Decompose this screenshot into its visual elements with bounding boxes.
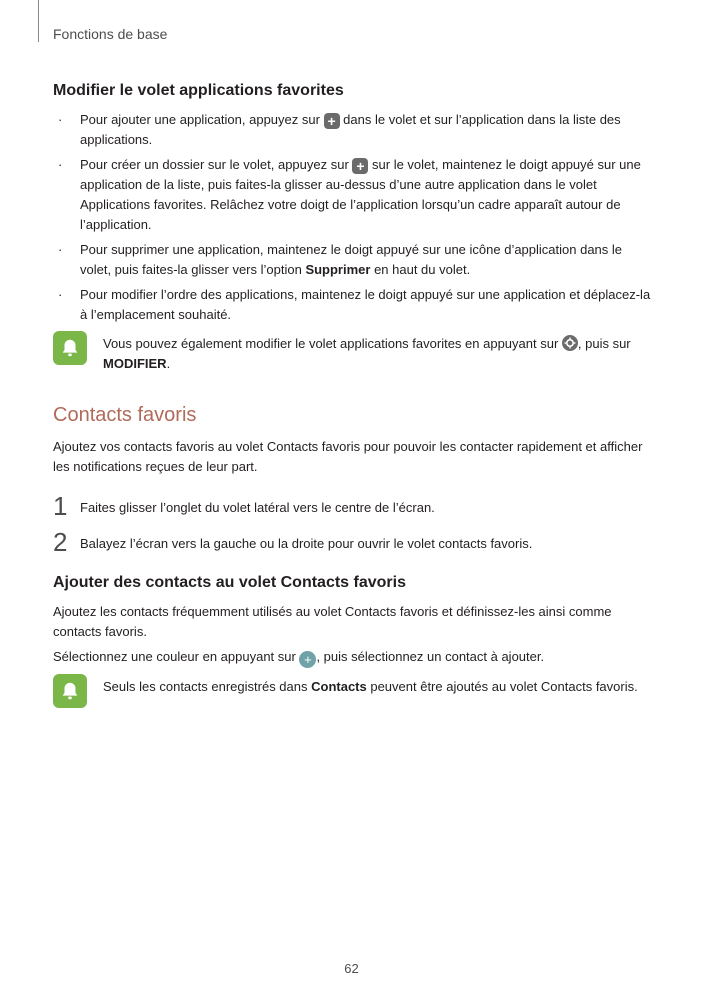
bullet-text: sur le volet, maintenez le doigt appuyé sur une application de la liste, puis faites-la glisser au-dessus d’une autre application dans le volet Applications favorites. Relâchez votre doigt de l’application lorsqu’un cadre apparaît autour de l’application. (80, 157, 641, 232)
bullet-text: dans le volet et sur l’application dans la liste des applications. (80, 112, 621, 147)
add-contacts-instruction: Sélectionnez une couleur en appuyant sur + , puis sélectionnez un contact à ajouter. (53, 649, 545, 667)
bell-icon (53, 674, 87, 708)
section-title-contacts: Contacts favoris (53, 404, 197, 426)
list-item (53, 240, 653, 280)
bullet-text: Pour modifier l’ordre des applications, maintenez le doigt appuyé sur une application et déplacez-la à l’emplacement souhaité. (80, 287, 651, 322)
bullet-text: Pour supprimer une application, maintenez le doigt appuyé sur une icône d’application dans le volet, puis faites-la glisser vers l’option (80, 242, 623, 277)
header-rule (38, 0, 39, 42)
page-content (53, 82, 653, 708)
subsection-title-favorites-panel: Modifier le volet applications favorites (53, 82, 344, 99)
plus-icon: + (324, 113, 340, 129)
note-text: Vous pouvez également modifier le volet applications favorites en appuyant sur , puis sur MODIFIER. (103, 336, 631, 371)
step-1 (53, 491, 653, 521)
note-favorites-panel (53, 331, 653, 374)
add-contact-icon: + (299, 651, 316, 668)
bullet-dot: · (58, 112, 63, 127)
bullet-dot: · (58, 287, 63, 302)
subsection-title-add-contacts: Ajouter des contacts au volet Contacts favoris (53, 574, 406, 591)
favorites-bullet-list (53, 110, 653, 325)
add-contacts-paragraph: Ajoutez les contacts fréquemment utilisés au volet Contacts favoris et définissez-les ainsi comme contacts favoris. (53, 604, 612, 639)
list-item (53, 110, 653, 150)
list-item (53, 285, 653, 325)
section-header: Fonctions de base (53, 26, 168, 42)
bullet-text: en haut du volet. (370, 262, 471, 277)
note-contacts (53, 674, 653, 708)
step-text: Balayez l’écran vers la gauche ou la droite pour ouvrir le volet contacts favoris. (80, 536, 533, 551)
step-number: 2 (53, 527, 68, 557)
step-2 (53, 527, 653, 557)
bell-icon (53, 331, 87, 365)
bullet-bold-option: Supprimer (305, 262, 371, 277)
plus-icon: + (352, 158, 368, 174)
list-item (53, 155, 653, 235)
bullet-text: Pour créer un dossier sur le volet, appuyez sur (80, 157, 353, 172)
contacts-intro: Ajoutez vos contacts favoris au volet Contacts favoris pour pouvoir les contacter rapidement et afficher les notifications reçues de leur part. (53, 439, 643, 474)
note-text: Seuls les contacts enregistrés dans Contacts peuvent être ajoutés au volet Contacts favoris. (103, 679, 638, 694)
bullet-text: Pour ajouter une application, appuyez sur (80, 112, 324, 127)
bullet-dot: · (58, 157, 63, 172)
gear-icon (562, 335, 578, 351)
step-text: Faites glisser l’onglet du volet latéral vers le centre de l’écran. (80, 500, 435, 515)
bullet-dot: · (58, 242, 63, 257)
step-number: 1 (53, 491, 68, 521)
page-number: 62 (344, 961, 359, 976)
